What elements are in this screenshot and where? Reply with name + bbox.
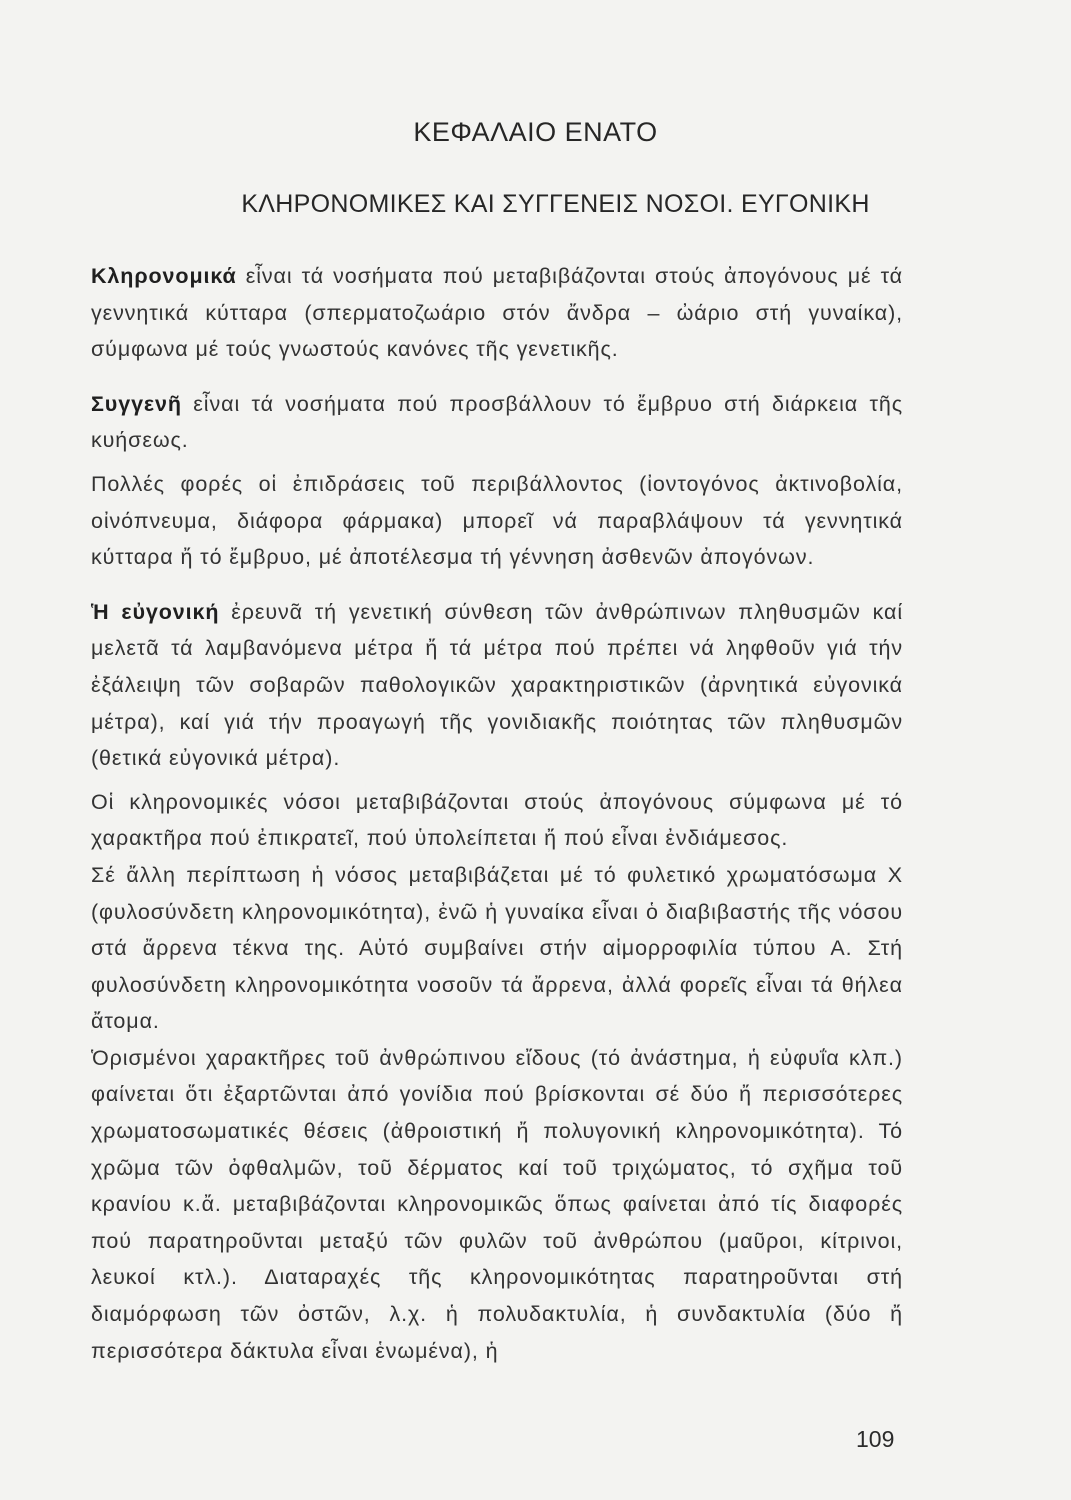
paragraph-text: εἶναι τά νοσήματα πού προσβάλλουν τό ἔμβρυο στή διάρκεια τῆς κυήσεως.: [91, 391, 903, 453]
body-text: [91, 258, 903, 1369]
paragraph: [91, 258, 903, 368]
paragraph: [91, 784, 903, 857]
chapter-subtitle: ΚΛΗΡΟΝΟΜΙΚΕΣ ΚΑΙ ΣΥΓΓΕΝΕΙΣ ΝΟΣΟΙ. ΕΥΓΟΝΙΚΗ: [241, 190, 870, 218]
paragraph: [91, 1040, 903, 1369]
bold-term: Συγγενῆ: [91, 391, 182, 416]
chapter-title: ΚΕΦΑΛΑΙΟ ΕΝΑΤΟ: [413, 117, 658, 147]
paragraph: [91, 594, 903, 777]
paragraph-text: Οἱ κληρονομικές νόσοι μεταβιβάζονται στούς ἀπογόνους σύμφωνα μέ τό χαρακτῆρα πού ἐπικρατεῖ, πού ὑπολείπεται ἤ πού εἶναι ἐνδιάμεσος.: [91, 789, 903, 851]
paragraph-text: Πολλές φορές οἱ ἐπιδράσεις τοῦ περιβάλλοντος (ἰοντογόνος ἀκτινοβολία, οἰνόπνευμα, διάφορα φάρμακα) μπορεῖ νά παραβλάψουν τά γεννητικά κύτταρα ἤ τό ἔμβρυο, μέ ἀποτέλεσμα τή γέννηση ἀσθενῶν ἀπογόνων.: [91, 471, 903, 570]
paragraph: [91, 386, 903, 459]
paragraph-text: ἐρευνᾶ τή γενετική σύνθεση τῶν ἀνθρώπινων πληθυσμῶν καί μελετᾶ τά λαμβανόμενα μέτρα ἤ τά μέτρα πού πρέπει νά ληφθοῦν γιά τήν ἐξάλειψη τῶν σοβαρῶν παθολογικῶν χαρακτηριστικῶν (ἀρνητικά εὐγονικά μέτρα), καί γιά τήν προαγωγή τῆς γονιδιακῆς ποιότητας τῶν πληθυσμῶν (θετικά εὐγονικά μέτρα).: [91, 599, 903, 771]
page-number: 109: [856, 1426, 895, 1452]
paragraph-text: εἶναι τά νοσήματα πού μεταβιβάζονται στούς ἀπογόνους μέ τά γεννητικά κύτταρα (σπερματοζωάριο στόν ἄνδρα – ὠάριο στή γυναίκα), σύμφωνα μέ τούς γνωστούς κανόνες τῆς γενετικῆς.: [91, 264, 903, 362]
bold-term: Ἡ εὐγονική: [91, 599, 220, 624]
paragraph: [91, 466, 903, 576]
bold-term: Κληρονομικά: [91, 264, 237, 288]
paragraph: [91, 857, 903, 1040]
paragraph-text: Σέ ἄλλη περίπτωση ἡ νόσος μεταβιβάζεται μέ τό φυλετικό χρωματόσωμα Χ (φυλοσύνδετη κληρονομικότητα), ἐνῶ ἡ γυναίκα εἶναι ὁ διαβιβαστής τῆς νόσου στά ἄρρενα τέκνα της. Αὐτό συμβαίνει στήν αἱμορροφιλία τύπου Α. Στή φυλοσύνδετη κληρονομικότητα νοσοῦν τά ἄρρενα, ἀλλά φορεῖς εἶναι τά θήλεα ἄτομα.: [91, 862, 903, 1034]
paragraph-text: Ὁρισμένοι χαρακτῆρες τοῦ ἀνθρώπινου εἴδους (τό ἀνάστημα, ἡ εὐφυΐα κλπ.) φαίνεται ὅτι ἐξαρτῶνται ἀπό γονίδια πού βρίσκονται σέ δύο ἤ περισσότερες χρωματοσωματικές θέσεις (ἀθροιστική ἤ πολυγονική κληρονομικότητα). Τό χρῶμα τῶν ὀφθαλμῶν, τοῦ δέρματος καί τοῦ τριχώματος, τό σχῆμα τοῦ κρανίου κ.ἄ. μεταβιβάζονται κληρονομικῶς ὅπως φαίνεται ἀπό τίς διαφορές πού παρατηροῦνται μεταξύ τῶν φυλῶν τοῦ ἀνθρώπου (μαῦροι, κίτρινοι, λευκοί κτλ.). Διαταραχές τῆς κληρονομικότητας παρατηροῦνται στή διαμόρφωση τῶν ὀστῶν, λ.χ. ἡ πολυδακτυλία, ἡ συνδακτυλία (δύο ἤ περισσότερα δάκτυλα εἶναι ἑνωμένα), ἡ: [91, 1045, 903, 1363]
